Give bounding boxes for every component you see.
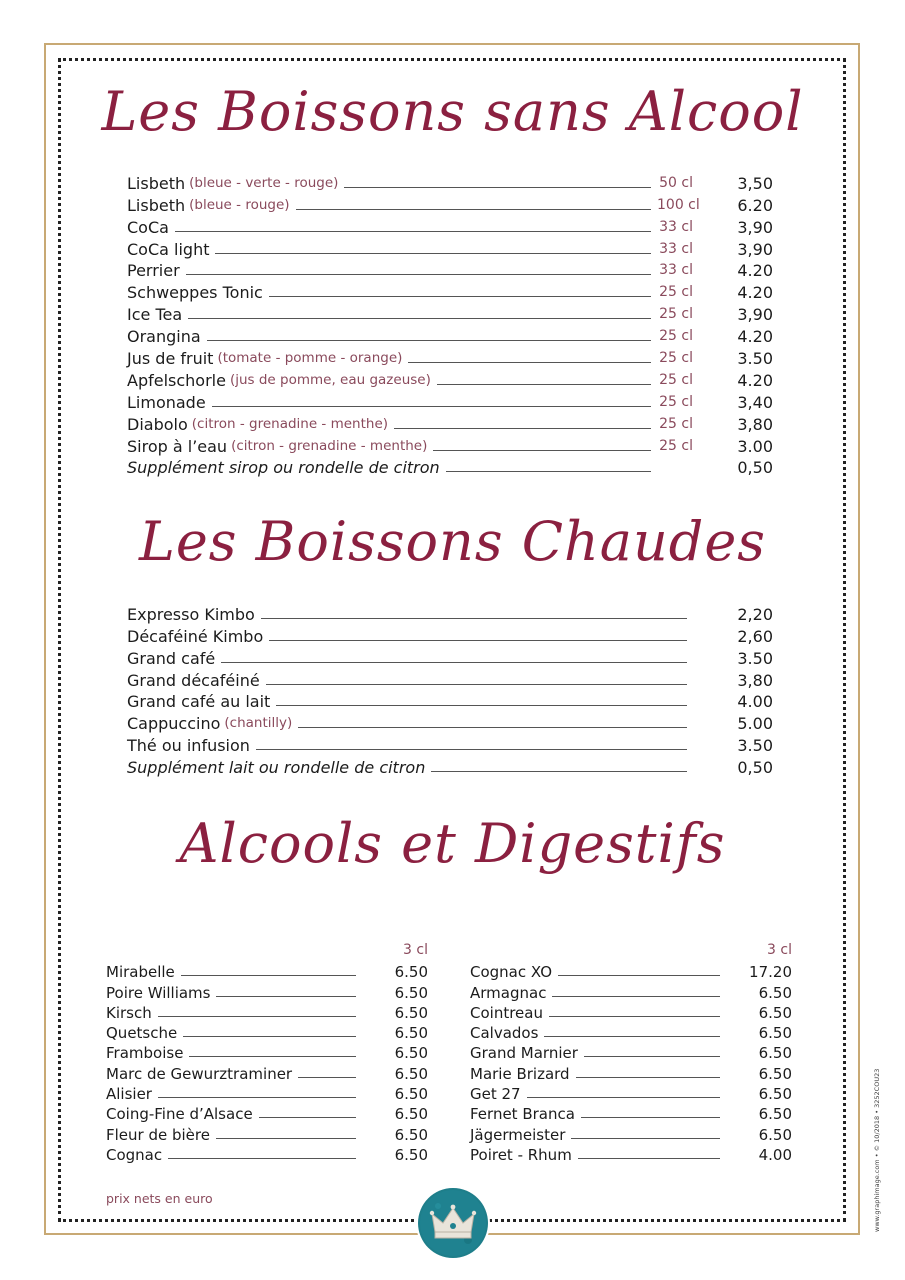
item-name: Perrier [127, 261, 180, 281]
leader-line [212, 406, 651, 407]
supplement-price: 0,50 [737, 458, 773, 478]
menu-item [127, 412, 773, 434]
menu-list-chaudes [127, 602, 773, 777]
item-price: 6.50 [758, 1064, 792, 1083]
item-volume: 25 cl [659, 415, 693, 432]
item-name: Coing-Fine d’Alsace [106, 1105, 253, 1124]
leader-line [394, 428, 651, 429]
crown-emblem [418, 1188, 488, 1258]
item-name: Poire Williams [106, 983, 211, 1002]
digestifs-left-list [106, 961, 428, 1164]
item-name: Cointreau [470, 1003, 543, 1022]
digestif-item [106, 1042, 428, 1062]
menu-item [127, 368, 773, 390]
supplement-name: Supplément sirop ou rondelle de citron [127, 458, 440, 478]
menu-item [127, 390, 773, 412]
leader-line [527, 1097, 720, 1098]
digestif-item [470, 961, 792, 981]
leader-line [215, 253, 651, 254]
item-name: CoCa light [127, 239, 210, 259]
digestif-item [106, 1022, 428, 1042]
item-name: Poiret - Rhum [470, 1145, 572, 1164]
digestifs-right-column [470, 942, 792, 1164]
item-price: 3,80 [737, 414, 773, 434]
item-note: (tomate - pomme - orange) [217, 350, 403, 367]
item-volume: 25 cl [659, 350, 693, 367]
item-price: 3,90 [737, 217, 773, 237]
digestif-item [470, 1144, 792, 1164]
item-price: 6.20 [737, 195, 773, 215]
leader-line [216, 1138, 356, 1139]
digestif-item [470, 1083, 792, 1103]
leader-line [175, 231, 651, 232]
menu-item [127, 171, 773, 193]
item-price: 3,40 [737, 392, 773, 412]
menu-list-sans-alcool [127, 171, 773, 477]
digestif-item [106, 1144, 428, 1164]
item-price: 3.50 [737, 648, 773, 668]
digestif-item [470, 981, 792, 1001]
item-price: 6.50 [758, 1003, 792, 1022]
heading-digestifs: Alcools et Digestifs [179, 812, 726, 875]
item-name: Quetsche [106, 1024, 178, 1043]
digestif-item [106, 1103, 428, 1123]
item-name: Lisbeth [127, 173, 186, 193]
digestifs-left-column [106, 942, 428, 1164]
leader-line [549, 1016, 720, 1017]
leader-line [259, 1117, 356, 1118]
item-volume: 25 cl [659, 284, 693, 301]
item-price: 2,20 [737, 604, 773, 624]
supplement-price: 0,50 [737, 758, 773, 778]
supplement-item [127, 456, 773, 478]
item-volume: 25 cl [659, 393, 693, 410]
heading-chaudes: Les Boissons Chaudes [138, 510, 767, 573]
item-note: (bleue - rouge) [189, 196, 290, 213]
item-price: 6.50 [758, 1044, 792, 1063]
item-note: (chantilly) [224, 715, 293, 732]
item-price: 3.00 [737, 436, 773, 456]
unit-header: 3 cl [767, 942, 792, 958]
leader-line [446, 471, 651, 472]
crown-icon [418, 1188, 488, 1258]
menu-item [127, 733, 773, 755]
menu-item [127, 646, 773, 668]
item-name: Jägermeister [470, 1125, 566, 1144]
menu-item [127, 690, 773, 712]
digestifs-right-list [470, 961, 792, 1164]
item-name: Décaféiné Kimbo [127, 626, 264, 646]
item-name: Grand café au lait [127, 692, 271, 712]
item-name: Marie Brizard [470, 1064, 570, 1083]
item-name: Calvados [470, 1024, 539, 1043]
leader-line [296, 209, 651, 210]
item-name: Sirop à l’eau [127, 436, 228, 456]
item-name: Grand café [127, 648, 216, 668]
item-name: Cognac [106, 1145, 163, 1164]
item-price: 6.50 [394, 1085, 428, 1104]
item-name: Schweppes Tonic [127, 283, 263, 303]
item-price: 6.50 [758, 1125, 792, 1144]
digestif-item [106, 1002, 428, 1022]
leader-line [266, 684, 687, 685]
item-volume: 33 cl [659, 262, 693, 279]
item-price: 3.50 [737, 736, 773, 756]
leader-line [298, 727, 687, 728]
menu-item [127, 237, 773, 259]
leader-line [558, 975, 720, 976]
item-note: (bleue - verte - rouge) [189, 174, 339, 191]
item-price: 4.20 [737, 261, 773, 281]
item-volume: 100 cl [657, 196, 700, 213]
digestif-item [106, 1123, 428, 1143]
digestif-item [106, 1083, 428, 1103]
leader-line [269, 640, 687, 641]
leader-line [344, 187, 651, 188]
leader-line [189, 1056, 356, 1057]
digestif-item [470, 1062, 792, 1082]
item-name: Limonade [127, 392, 206, 412]
item-price: 3.50 [737, 349, 773, 369]
supplement-item [127, 755, 773, 777]
item-price: 3,90 [737, 305, 773, 325]
leader-line [276, 705, 687, 706]
item-name: Grand Marnier [470, 1044, 578, 1063]
leader-line [269, 296, 651, 297]
leader-line [437, 384, 651, 385]
item-name: Get 27 [470, 1085, 521, 1104]
leader-line [186, 274, 651, 275]
leader-line [571, 1138, 720, 1139]
leader-line [584, 1056, 720, 1057]
item-name: Lisbeth [127, 195, 186, 215]
leader-line [581, 1117, 720, 1118]
item-volume: 25 cl [659, 306, 693, 323]
menu-item [127, 215, 773, 237]
item-name: Thé ou infusion [127, 736, 250, 756]
item-name: Diabolo [127, 414, 188, 434]
item-name: Ice Tea [127, 305, 183, 325]
item-note: (jus de pomme, eau gazeuse) [229, 371, 431, 388]
item-price: 4.20 [737, 327, 773, 347]
footer-note: prix nets en euro [106, 1191, 213, 1206]
digestif-item [106, 961, 428, 981]
item-name: Kirsch [106, 1003, 152, 1022]
item-price: 6.50 [758, 1024, 792, 1043]
supplement-name: Supplément lait ou rondelle de citron [127, 758, 426, 778]
menu-item [127, 259, 773, 281]
item-volume: 50 cl [659, 174, 693, 191]
item-price: 6.50 [758, 1105, 792, 1124]
digestif-item [470, 1042, 792, 1062]
item-price: 6.50 [394, 1024, 428, 1043]
leader-line [216, 996, 356, 997]
unit-header: 3 cl [403, 942, 428, 958]
item-volume: 25 cl [659, 328, 693, 345]
item-price: 3,80 [737, 670, 773, 690]
item-price: 6.50 [758, 1085, 792, 1104]
heading-sans-alcool: Les Boissons sans Alcool [101, 80, 804, 143]
item-price: 17.20 [749, 963, 792, 982]
menu-item [127, 346, 773, 368]
item-name: Orangina [127, 327, 201, 347]
leader-line [408, 362, 651, 363]
item-price: 2,60 [737, 626, 773, 646]
item-name: Fleur de bière [106, 1125, 210, 1144]
menu-item [127, 434, 773, 456]
item-price: 6.50 [758, 983, 792, 1002]
item-price: 6.50 [394, 1145, 428, 1164]
leader-line [256, 749, 687, 750]
item-price: 4.00 [737, 692, 773, 712]
item-price: 4.20 [737, 283, 773, 303]
item-volume: 25 cl [659, 437, 693, 454]
leader-line [168, 1158, 356, 1159]
leader-line [544, 1036, 720, 1037]
print-credit: www.graphimage.com • © 10/2018 • 3252COU23 [873, 1068, 881, 1232]
item-price: 6.50 [394, 983, 428, 1002]
leader-line [298, 1077, 356, 1078]
item-price: 6.50 [394, 1064, 428, 1083]
leader-line [207, 340, 651, 341]
menu-item [127, 624, 773, 646]
menu-item [127, 324, 773, 346]
item-note: (citron - grenadine - menthe) [231, 437, 428, 454]
item-price: 6.50 [394, 1105, 428, 1124]
item-name: Cappuccino [127, 714, 221, 734]
leader-line [261, 618, 687, 619]
item-name: Fernet Branca [470, 1105, 575, 1124]
item-volume: 25 cl [659, 371, 693, 388]
item-name: Mirabelle [106, 963, 175, 982]
leader-line [188, 318, 651, 319]
item-note: (citron - grenadine - menthe) [191, 415, 389, 432]
digestif-item [470, 1022, 792, 1042]
item-name: Framboise [106, 1044, 184, 1063]
item-price: 6.50 [394, 963, 428, 982]
item-name: CoCa [127, 217, 169, 237]
item-volume: 33 cl [659, 240, 693, 257]
digestif-item [470, 1103, 792, 1123]
item-name: Jus de fruit [127, 349, 214, 369]
item-name: Armagnac [470, 983, 547, 1002]
leader-line [221, 662, 687, 663]
menu-item [127, 280, 773, 302]
item-name: Apfelschorle [127, 370, 226, 390]
leader-line [183, 1036, 356, 1037]
item-price: 4.00 [758, 1145, 792, 1164]
digestif-item [106, 981, 428, 1001]
item-price: 4.20 [737, 370, 773, 390]
item-name: Cognac XO [470, 963, 553, 982]
menu-item [127, 668, 773, 690]
leader-line [433, 450, 651, 451]
leader-line [552, 996, 720, 997]
item-name: Alisier [106, 1085, 152, 1104]
leader-line [158, 1016, 356, 1017]
item-price: 3,50 [737, 173, 773, 193]
item-price: 6.50 [394, 1044, 428, 1063]
menu-item [127, 711, 773, 733]
item-price: 5.00 [737, 714, 773, 734]
item-name: Marc de Gewurztraminer [106, 1064, 293, 1083]
digestif-item [470, 1123, 792, 1143]
item-volume: 33 cl [659, 218, 693, 235]
item-name: Expresso Kimbo [127, 604, 255, 624]
leader-line [578, 1158, 720, 1159]
leader-line [431, 771, 687, 772]
menu-item [127, 193, 773, 215]
digestif-item [106, 1062, 428, 1082]
menu-item [127, 602, 773, 624]
menu-item [127, 302, 773, 324]
digestif-item [470, 1002, 792, 1022]
leader-line [181, 975, 356, 976]
item-name: Grand décaféiné [127, 670, 260, 690]
item-price: 6.50 [394, 1003, 428, 1022]
leader-line [576, 1077, 720, 1078]
item-price: 3,90 [737, 239, 773, 259]
item-price: 6.50 [394, 1125, 428, 1144]
leader-line [158, 1097, 356, 1098]
